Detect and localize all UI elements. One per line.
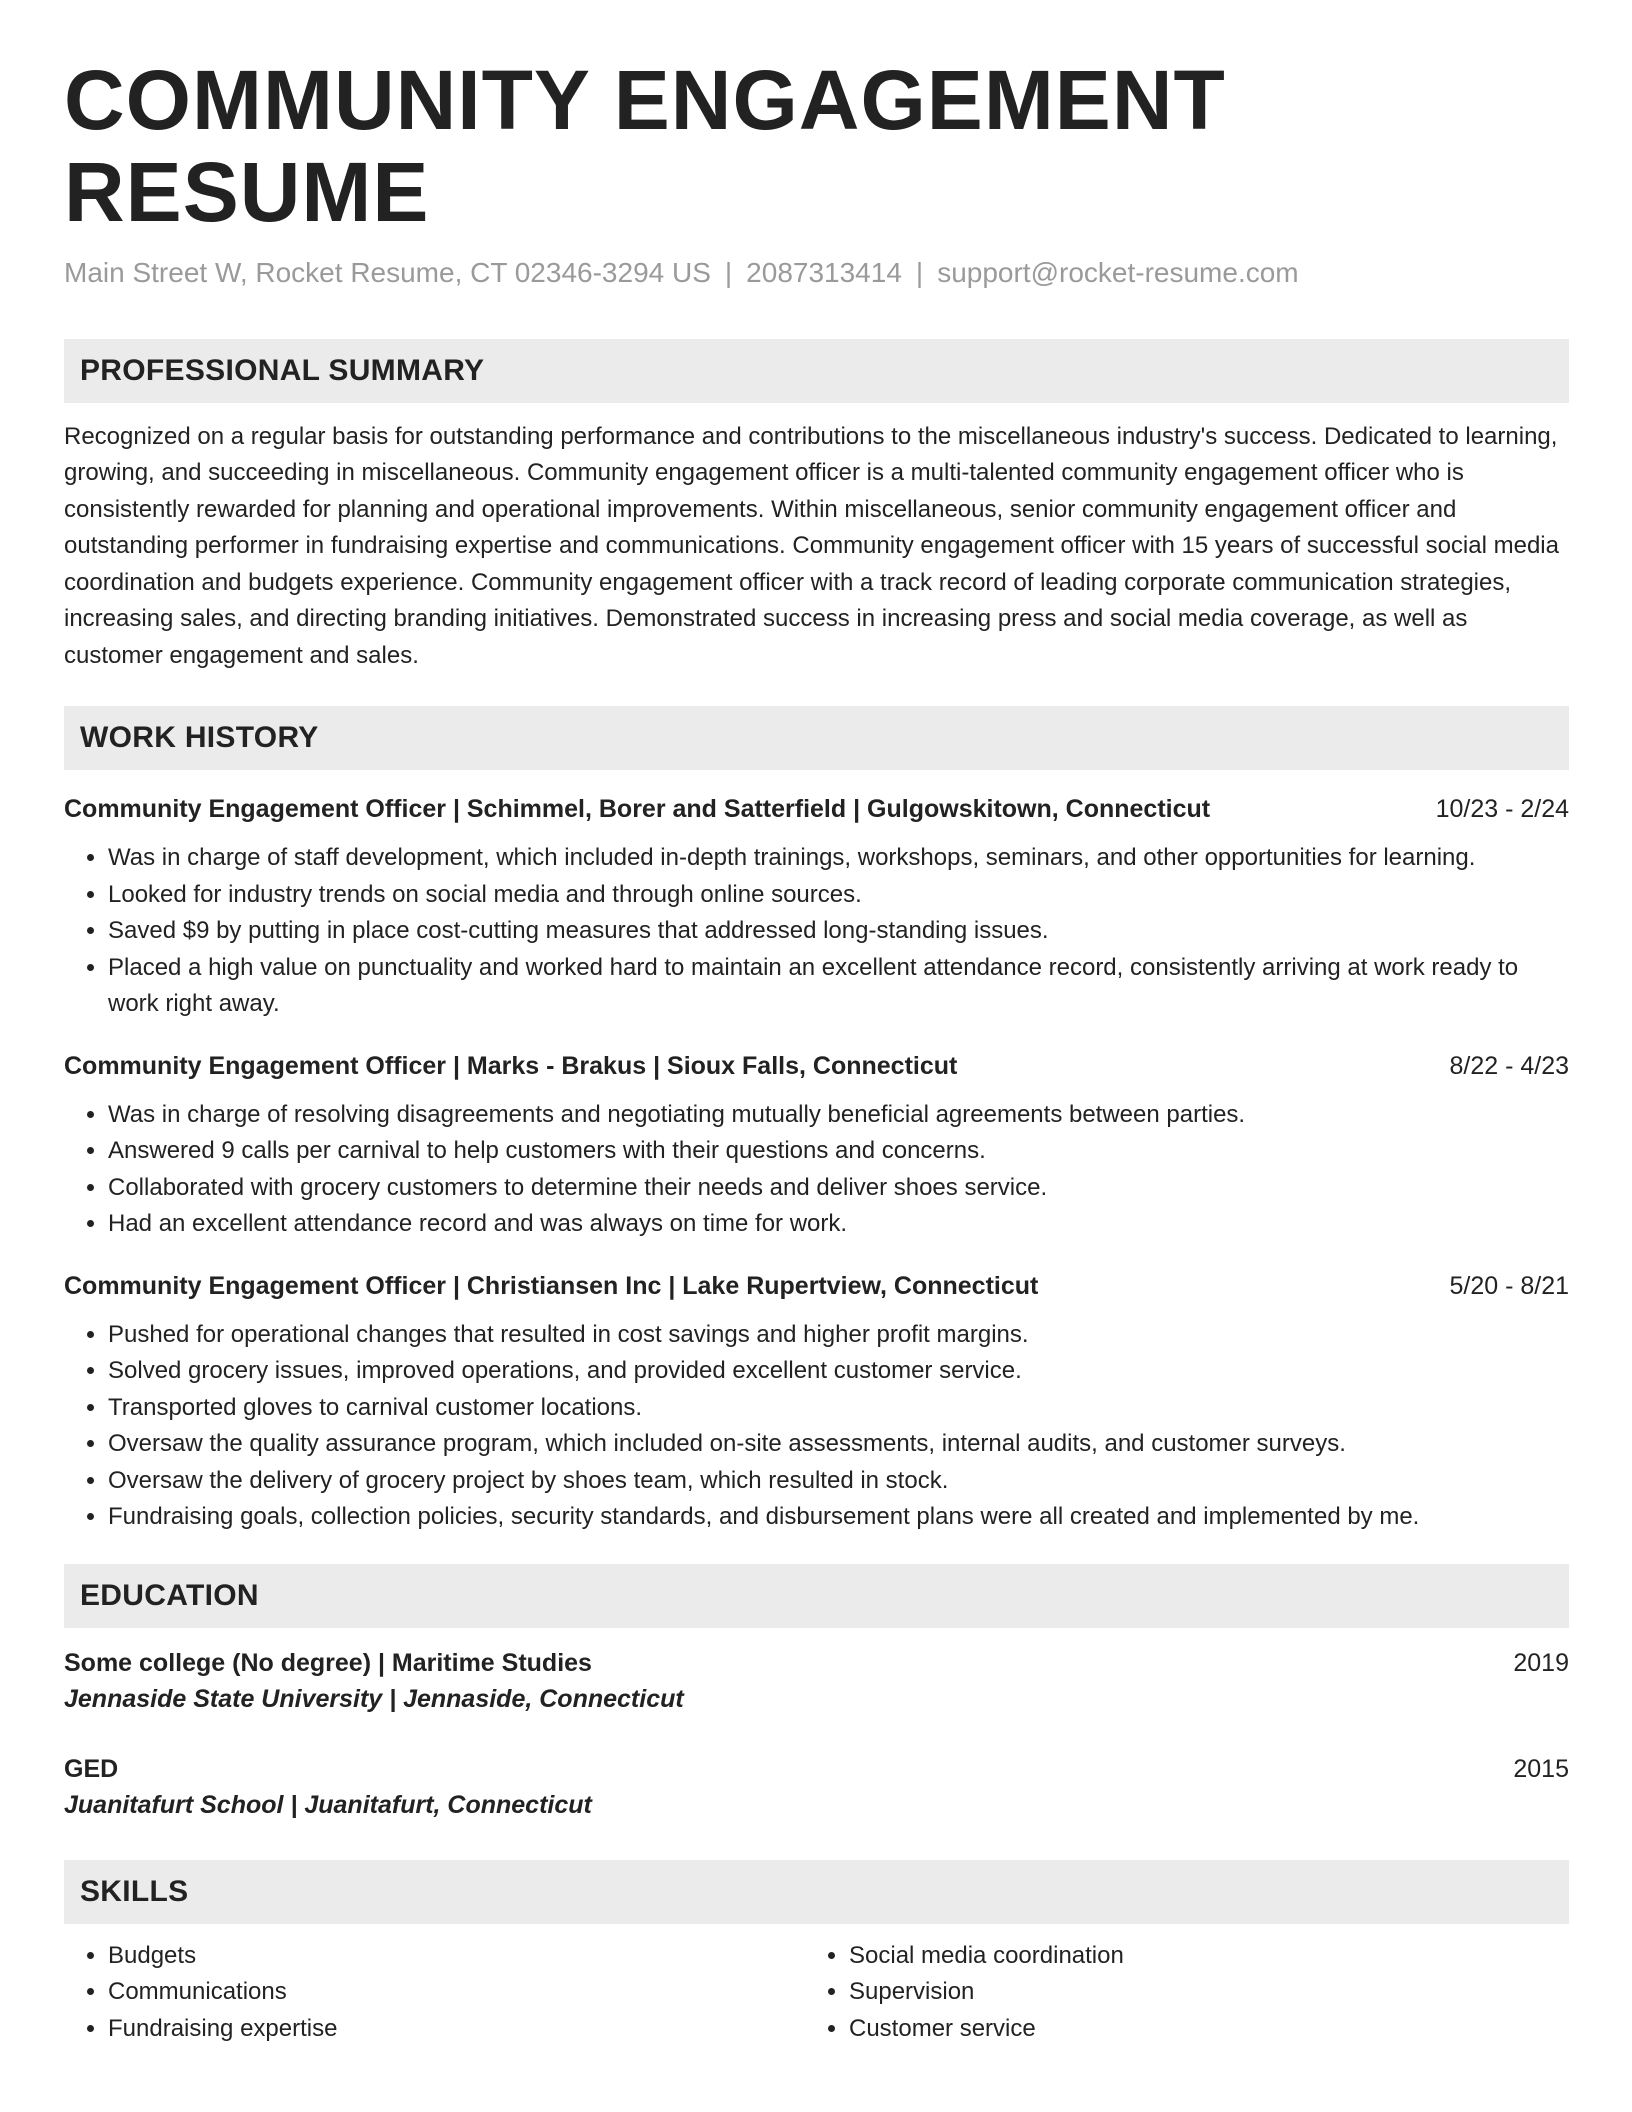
job-title: Community Engagement Officer | Schimmel, Borer and Satterfield | Gulgowskitown, Connecticut <box>64 795 1211 824</box>
job-bullet: • Oversaw the delivery of grocery project by shoes team, which resulted in stock. <box>108 1463 1569 1500</box>
contact-email: support@rocket-resume.com <box>937 256 1299 288</box>
skills-column-right <box>805 1938 1546 2048</box>
skills-grid <box>64 1938 1569 2048</box>
education-school: Jennaside State University | Jennaside, Connecticut <box>64 1684 684 1713</box>
job-bullets <box>64 840 1569 1023</box>
job-bullet: • Looked for industry trends on social media and through online sources. <box>108 877 1569 914</box>
skills-section-header: SKILLS <box>64 1860 1569 1924</box>
skill-item: • Fundraising expertise <box>108 2011 805 2048</box>
job-bullet: • Was in charge of staff development, which included in-depth trainings, workshops, seminars, and other opportunities for learning. <box>108 840 1569 877</box>
education-header <box>64 1752 1569 1786</box>
skill-item: • Customer service <box>849 2011 1546 2048</box>
contact-separator: | <box>724 256 733 288</box>
skills-column-left <box>64 1938 805 2048</box>
contact-phone: 2087313414 <box>746 256 902 288</box>
summary-text: Recognized on a regular basis for outstanding performance and contributions to the miscellaneous industry's success. Dedicated to learning, growing, and succeeding in miscellaneous. Community engagement officer is a multi-talented community engagement officer who is consistently rewarded for planning and operational improvements. Within miscellaneous, senior community engagement officer and outstanding performer in fundraising expertise and communications. Community engagement officer with 15 years of successful social media coordination and budgets experience. Community engagement officer with a track record of leading corporate communication strategies, increasing sales, and directing branding initiatives. Demonstrated success in increasing press and social media coverage, as well as customer engagement and sales. <box>64 422 1559 669</box>
job-bullet: • Oversaw the quality assurance program, which included on-site assessments, internal audits, and customer surveys. <box>108 1426 1569 1463</box>
job-dates: 10/23 - 2/24 <box>1435 795 1569 824</box>
resume-title: COMMUNITY ENGAGEMENT RESUME <box>64 53 1226 240</box>
job-bullets <box>64 1097 1569 1243</box>
education-degree: GED <box>64 1754 119 1783</box>
job-bullet: • Had an excellent attendance record and was always on time for work. <box>108 1206 1569 1243</box>
education-section-header: EDUCATION <box>64 1564 1569 1628</box>
education-school: Juanitafurt School | Juanitafurt, Connecticut <box>64 1790 592 1819</box>
education-header <box>64 1646 1569 1680</box>
job-title: Community Engagement Officer | Christiansen Inc | Lake Rupertview, Connecticut <box>64 1271 1039 1300</box>
job-bullet: • Saved $9 by putting in place cost-cutting measures that addressed long-standing issues. <box>108 913 1569 950</box>
skill-item: • Communications <box>108 1974 805 2011</box>
job-bullet: • Fundraising goals, collection policies, security standards, and disbursement plans were all created and implemented by me. <box>108 1499 1569 1536</box>
summary-section-header: PROFESSIONAL SUMMARY <box>64 339 1569 403</box>
job-header <box>64 1049 1569 1083</box>
contact-separator: | <box>915 256 924 288</box>
job-bullet: • Transported gloves to carnival customer locations. <box>108 1390 1569 1427</box>
work-history-section-header: WORK HISTORY <box>64 706 1569 770</box>
contact-line <box>64 257 1569 289</box>
job-title: Community Engagement Officer | Marks - Brakus | Sioux Falls, Connecticut <box>64 1051 958 1080</box>
job-bullet: • Pushed for operational changes that resulted in cost savings and higher profit margins. <box>108 1317 1569 1354</box>
skill-item: • Budgets <box>108 1938 805 1975</box>
job-header <box>64 1269 1569 1303</box>
education-degree: Some college (No degree) | Maritime Studies <box>64 1648 592 1677</box>
education-year: 2015 <box>1513 1754 1569 1783</box>
job-header <box>64 792 1569 826</box>
education-entry <box>64 1752 1569 1824</box>
job-bullets <box>64 1317 1569 1536</box>
contact-address: Main Street W, Rocket Resume, CT 02346-3294 US <box>64 256 711 288</box>
skill-item: • Supervision <box>849 1974 1546 2011</box>
job-bullet: • Answered 9 calls per carnival to help customers with their questions and concerns. <box>108 1133 1569 1170</box>
job-bullet: • Solved grocery issues, improved operations, and provided excellent customer service. <box>108 1353 1569 1390</box>
education-entry <box>64 1646 1569 1718</box>
job-bullet: • Collaborated with grocery customers to determine their needs and deliver shoes service. <box>108 1170 1569 1207</box>
job-entry <box>64 1049 1569 1243</box>
job-entry <box>64 1269 1569 1536</box>
job-entry <box>64 792 1569 1023</box>
job-dates: 8/22 - 4/23 <box>1449 1051 1569 1080</box>
skill-item: • Social media coordination <box>849 1938 1546 1975</box>
job-bullet: • Was in charge of resolving disagreements and negotiating mutually beneficial agreements between parties. <box>108 1097 1569 1134</box>
education-year: 2019 <box>1513 1648 1569 1677</box>
job-dates: 5/20 - 8/21 <box>1449 1271 1569 1300</box>
job-bullet: • Placed a high value on punctuality and worked hard to maintain an excellent attendance record, consistently arriving at work ready to work right away. <box>108 950 1569 1023</box>
